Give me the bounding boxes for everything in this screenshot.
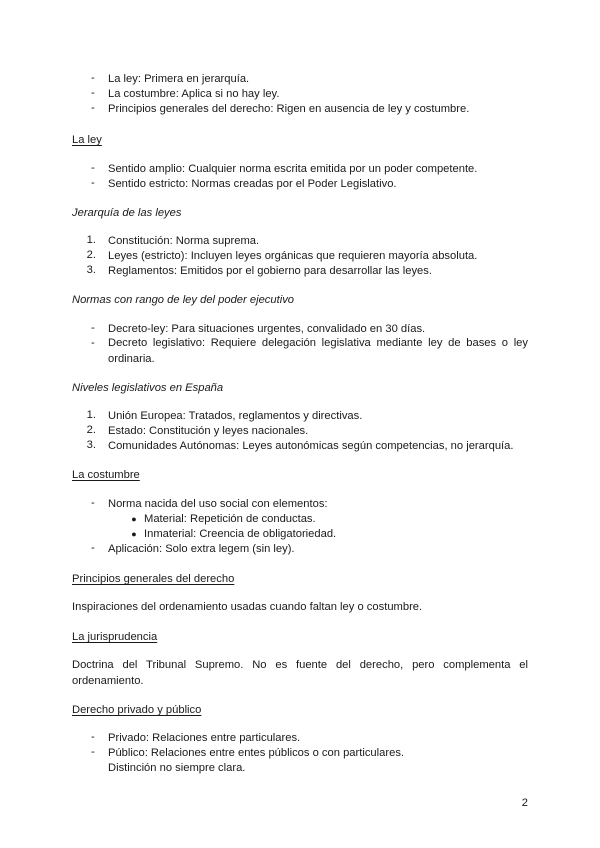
paragraph: Inspiraciones del ordenamiento usadas cuando faltan ley o costumbre. (72, 601, 423, 613)
list-number: 1. (86, 409, 96, 421)
section-heading-costumbre: La costumbre (72, 469, 140, 481)
list-dash: - (91, 102, 95, 114)
list-item: Sentido estricto: Normas creadas por el Poder Legislativo. (108, 178, 397, 190)
section-heading-jurisprudencia: La jurisprudencia (72, 631, 158, 643)
sub-list-item: Inmaterial: Creencia de obligatoriedad. (144, 528, 337, 540)
list-number: 2. (86, 249, 96, 261)
list-item: Estado: Constitución y leyes nacionales. (108, 425, 309, 437)
page-number: 2 (521, 797, 528, 809)
list-dash: - (91, 322, 95, 334)
list-item: Reglamentos: Emitidos por el gobierno para desarrollar las leyes. (108, 265, 432, 277)
section-heading-normas: Normas con rango de ley del poder ejecutivo (72, 294, 295, 306)
section-heading-niveles: Niveles legislativos en España (72, 382, 224, 394)
list-item: La costumbre: Aplica si no hay ley. (108, 88, 280, 100)
list-dash: - (91, 731, 95, 743)
paragraph: Doctrina del Tribunal Supremo. No es fuente del derecho, pero complementa el ordenamiento. (72, 659, 528, 687)
list-item: Privado: Relaciones entre particulares. (108, 732, 301, 744)
list-dash: - (91, 162, 95, 174)
list-number: 3. (86, 264, 96, 276)
list-number: 2. (86, 424, 96, 436)
list-item: Constitución: Norma suprema. (108, 235, 260, 247)
list-item: Comunidades Autónomas: Leyes autonómicas según competencias, no jerarquía. (108, 440, 514, 452)
list-dash: - (91, 337, 95, 349)
section-heading-derecho: Derecho privado y público (72, 704, 202, 716)
sub-bullet-icon: ● (131, 514, 137, 524)
list-item: Público: Relaciones entre entes públicos o con particulares. (108, 747, 405, 759)
list-item: Aplicación: Solo extra legem (sin ley). (108, 543, 295, 555)
list-dash: - (91, 542, 95, 554)
sub-bullet-icon: ● (131, 529, 137, 539)
list-item-continuation: Distinción no siempre clara. (108, 762, 246, 774)
list-item: Sentido amplio: Cualquier norma escrita emitida por un poder competente. (108, 163, 478, 175)
list-dash: - (91, 177, 95, 189)
section-heading-la-ley: La ley (72, 134, 102, 146)
list-item: Leyes (estricto): Incluyen leyes orgánicas que requieren mayoría absoluta. (108, 250, 478, 262)
sub-list-item: Material: Repetición de conductas. (144, 513, 316, 525)
list-dash: - (91, 72, 95, 84)
list-item: Norma nacida del uso social con elementos: (108, 498, 328, 510)
list-dash: - (91, 497, 95, 509)
section-heading-jerarquia: Jerarquía de las leyes (72, 207, 182, 219)
list-item: Principios generales del derecho: Rigen en ausencia de ley y costumbre. (108, 103, 470, 115)
list-number: 3. (86, 439, 96, 451)
list-dash: - (91, 746, 95, 758)
list-item: Unión Europea: Tratados, reglamentos y directivas. (108, 410, 363, 422)
list-item: Decreto legislativo: Requiere delegación legislativa mediante ley de bases o ley ordinaria. (108, 337, 528, 365)
list-item: La ley: Primera en jerarquía. (108, 73, 250, 85)
list-number: 1. (86, 234, 96, 246)
section-heading-principios: Principios generales del derecho (72, 573, 235, 585)
list-dash: - (91, 87, 95, 99)
list-item: Decreto-ley: Para situaciones urgentes, convalidado en 30 días. (108, 323, 426, 335)
